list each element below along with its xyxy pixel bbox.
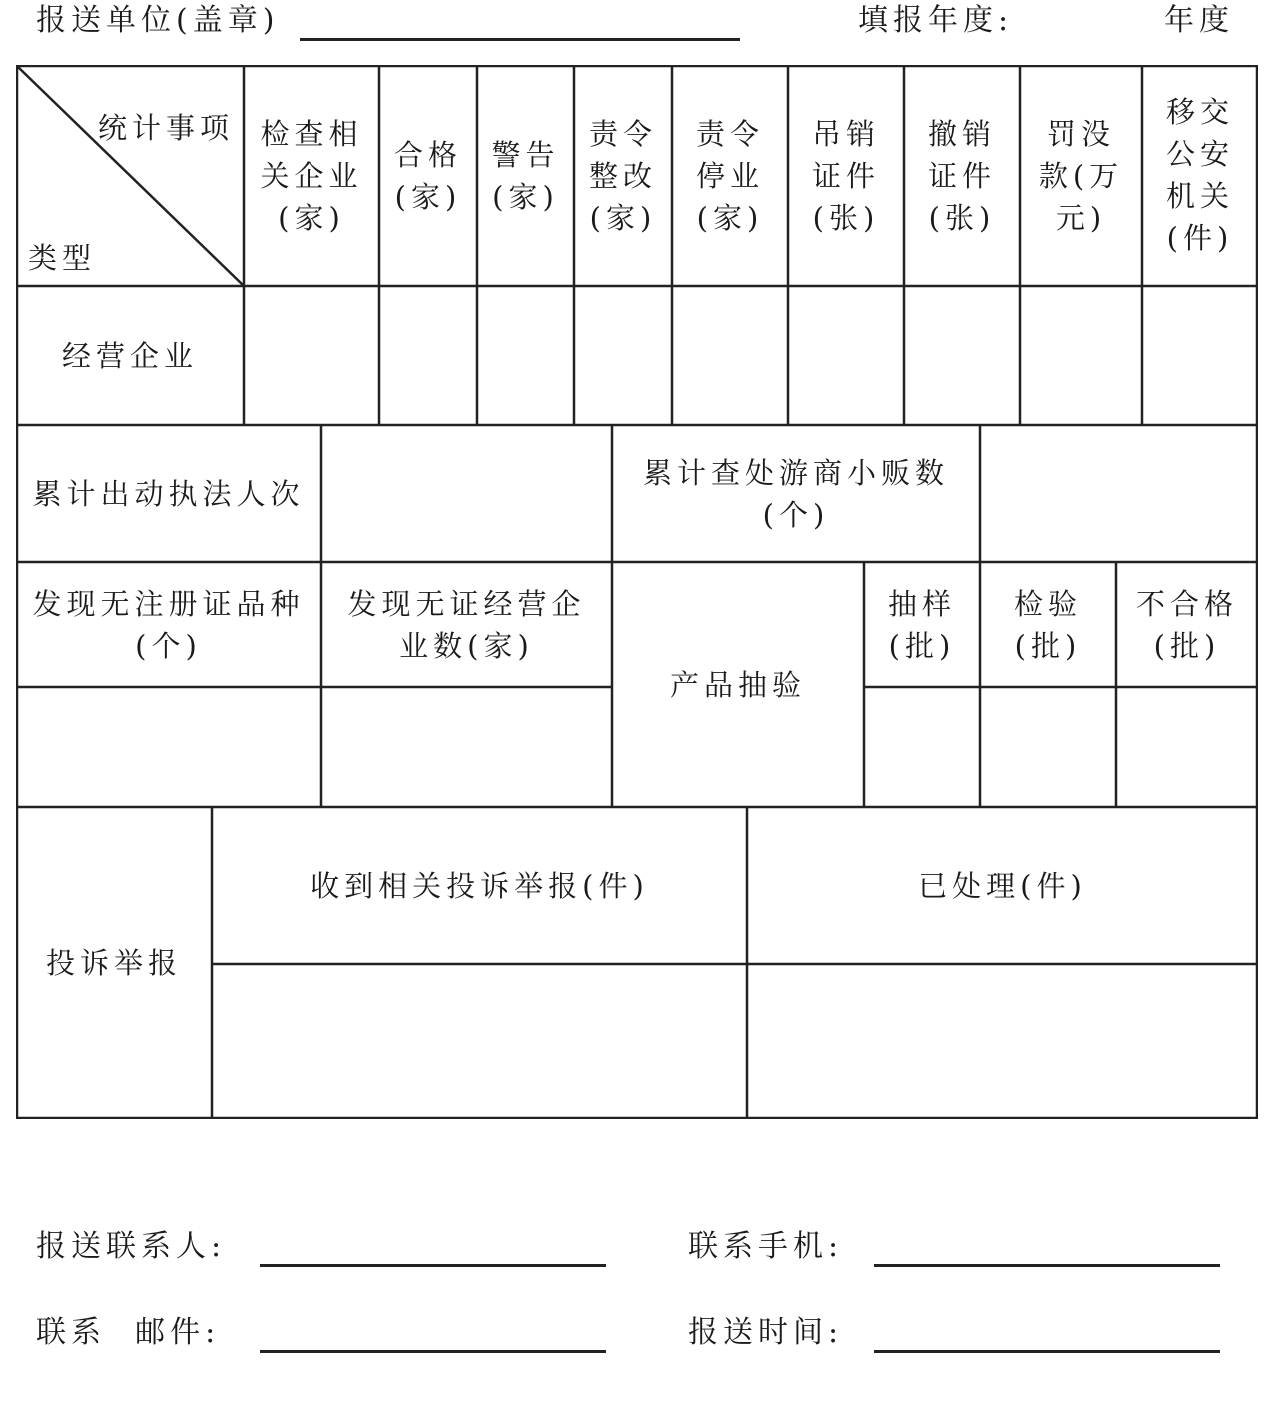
col-header-fines-confiscations: 罚没 款(万 元) — [1038, 117, 1124, 235]
contact-email-label: 联系 邮件: — [36, 1315, 221, 1350]
contact-phone-label: 联系手机: — [688, 1229, 844, 1264]
reporting-unit-field[interactable] — [300, 38, 740, 41]
col-header-inspections: 检验 (批) — [1013, 587, 1082, 663]
label-street-vendors-handled: 累计查处游商小贩数 (个) — [642, 455, 949, 532]
label-unlicensed-enterprises: 发现无证经营企 业数(家) — [347, 587, 586, 663]
col-header-certificates-cancelled: 撤销 证件 (张) — [927, 117, 996, 235]
col-header-transferred-to-police: 移交 公安 机关 (件) — [1165, 95, 1234, 255]
contact-email-field[interactable] — [260, 1350, 606, 1353]
label-complaints-received: 收到相关投诉举报(件) — [310, 868, 649, 903]
reporting-year-suffix: 年度 — [1164, 3, 1234, 38]
diagonal-label-statistics-item: 统计事项 — [98, 111, 235, 145]
contact-phone-field[interactable] — [874, 1264, 1220, 1267]
label-unregistered-varieties: 发现无注册证品种 (个) — [32, 587, 305, 663]
reporting-year-label: 填报年度: — [858, 3, 1014, 38]
report-time-label: 报送时间: — [688, 1315, 844, 1350]
col-header-suspension-ordered: 责令 停业 (家) — [695, 117, 764, 235]
col-header-nonconforming: 不合格 (批) — [1135, 587, 1238, 663]
report-time-field[interactable] — [874, 1350, 1220, 1353]
col-header-rectification-ordered: 责令 整改 (家) — [588, 117, 657, 235]
label-cumulative-enforcement-trips: 累计出动执法人次 — [32, 476, 305, 511]
contact-person-field[interactable] — [260, 1264, 606, 1267]
statistics-table — [16, 65, 1258, 1119]
label-complaints-reports: 投诉举报 — [45, 946, 182, 980]
col-header-warning: 警告 (家) — [491, 138, 560, 214]
col-header-qualified: 合格 (家) — [393, 138, 462, 214]
diagonal-label-type: 类型 — [28, 241, 97, 275]
reporting-unit-label: 报送单位(盖章) — [36, 3, 280, 38]
col-header-samples: 抽样 (批) — [887, 587, 956, 663]
label-complaints-handled: 已处理(件) — [918, 868, 1087, 903]
label-product-sampling: 产品抽验 — [669, 667, 806, 702]
col-header-licenses-revoked: 吊销 证件 (张) — [811, 117, 880, 235]
col-header-inspected-enterprises: 检查相 关企业 (家) — [260, 117, 363, 235]
contact-person-label: 报送联系人: — [36, 1229, 227, 1264]
row-label-operating-enterprises: 经营企业 — [61, 338, 198, 373]
